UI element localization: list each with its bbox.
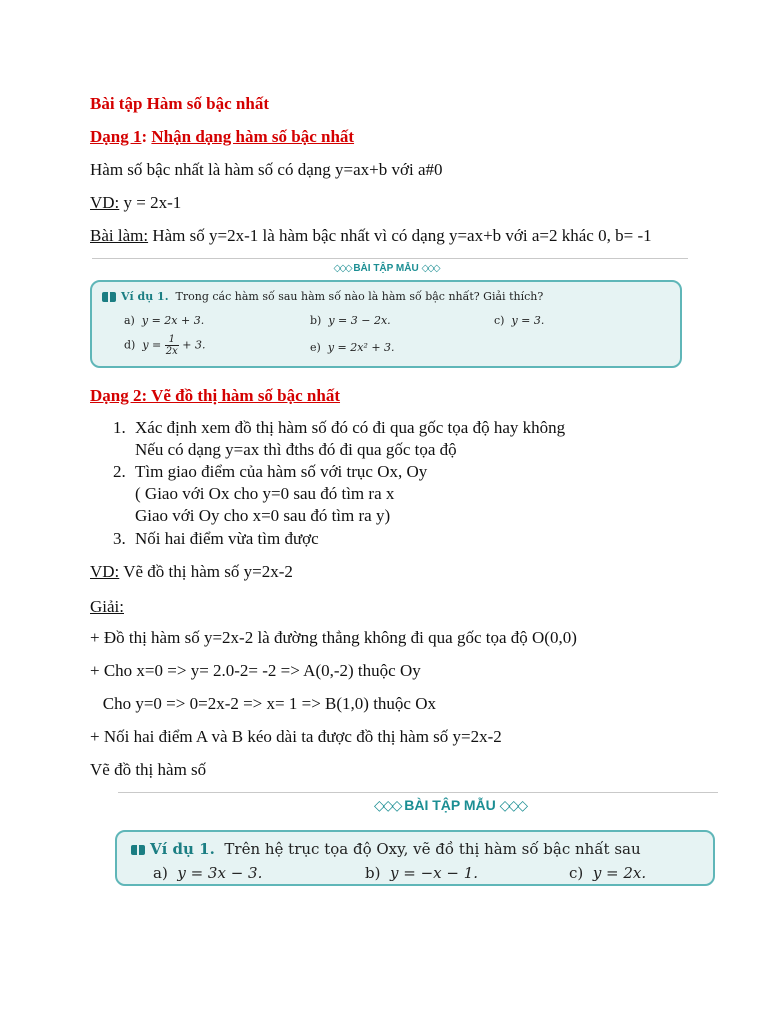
example-box-1 (90, 280, 682, 368)
vd-label: VD: (90, 193, 120, 212)
option-e: e) y = 2x² + 3. (310, 341, 395, 354)
banner-text: BÀI TẬP MẪU (353, 263, 419, 274)
solution-line-1: + Đồ thị hàm số y=2x-2 là đường thẳng không đi qua gốc tọa độ O(0,0) (90, 628, 577, 647)
solution-line-5: Vẽ đồ thị hàm số (90, 760, 207, 779)
option-a: a) y = 3x − 3. (153, 864, 263, 882)
example-box-2 (115, 830, 715, 886)
example-2-header (131, 840, 641, 858)
dang1-title: Nhận dạng hàm số bậc nhất (151, 127, 355, 146)
fraction: $\frac{1}{2x}$ (165, 334, 178, 357)
dang1-definition: Hàm số bậc nhất là hàm số có dạng y=ax+b với a#0 (90, 160, 443, 179)
step-1: 1. Xác định xem đồ thị hàm số đó có đi qua gốc tọa độ hay không (113, 418, 566, 437)
dang1-label: Dạng 1 (90, 127, 142, 146)
step-1-note: Nếu có dạng y=ax thì đths đó đi qua gốc tọa độ (135, 440, 457, 459)
step-2-note-2: Giao với Oy cho x=0 sau đó tìm ra y) (135, 506, 391, 525)
dang1-solution (90, 226, 652, 246)
solution-line-3: Cho y=0 => 0=2x-2 => x= 1 => B(1,0) thuộc Ox (90, 694, 436, 713)
exercise-banner-2 (330, 797, 570, 814)
banner-deco-left: ◇◇◇ (374, 797, 401, 813)
document-title: Bài tập Hàm số bậc nhất (90, 94, 269, 113)
banner-text: BÀI TẬP MẪU (404, 797, 496, 813)
step-2-note-1: ( Giao với Ox cho y=0 sau đó tìm ra x (135, 484, 395, 503)
option-c: c) y = 2x. (569, 864, 647, 882)
banner-deco-left: ◇◇◇ (333, 263, 351, 274)
example-label: Ví dụ 1. (150, 840, 215, 858)
example-text: Trong các hàm số sau hàm số nào là hàm số bậc nhất? Giải thích? (175, 290, 544, 303)
book-icon (131, 845, 145, 855)
step-3: 3. Nối hai điểm vừa tìm được (113, 529, 319, 548)
option-d: d) y = $\frac{1}{2x}$ + 3. (124, 334, 206, 357)
vd-text: y = 2x-1 (119, 193, 182, 212)
exercise-banner (286, 263, 486, 274)
example-label: Ví dụ 1. (121, 290, 169, 303)
solution-line-4: + Nối hai điểm A và B kéo dài ta được đồ thị hàm số y=2x-2 (90, 727, 502, 746)
option-a: a) y = 2x + 3. (124, 314, 205, 327)
dang1-example (90, 193, 181, 213)
option-b: b) y = −x − 1. (365, 864, 479, 882)
dang1-heading (90, 127, 354, 147)
step-2: 2. Tìm giao điểm của hàm số với trục Ox, Oy (113, 462, 428, 481)
solution-line-2: + Cho x=0 => y= 2.0-2= -2 => A(0,-2) thuộc Oy (90, 661, 421, 680)
option-c: c) y = 3. (494, 314, 545, 327)
banner-deco-right: ◇◇◇ (421, 263, 439, 274)
banner-deco-right: ◇◇◇ (499, 797, 526, 813)
giai-label: Giải: (90, 597, 124, 616)
divider-rule-2 (118, 792, 718, 793)
dang1-colon: : (141, 127, 148, 146)
bailam-label: Bài làm: (90, 226, 149, 245)
dang2-example: VD: Vẽ đồ thị hàm số y=2x-2 (90, 562, 293, 581)
example-1-header (102, 290, 543, 303)
dang2-heading: Dạng 2: Vẽ đồ thị hàm số bậc nhất (90, 386, 341, 405)
bailam-text: Hàm số y=2x-1 là hàm bậc nhất vì có dạng y=ax+b với a=2 khác 0, b= -1 (148, 226, 652, 245)
divider-rule (92, 258, 688, 259)
option-b: b) y = 3 − 2x. (310, 314, 391, 327)
example-text: Trên hệ trục tọa độ Oxy, vẽ đồ thị hàm số bậc nhất sau (224, 840, 641, 858)
book-icon (102, 292, 116, 302)
